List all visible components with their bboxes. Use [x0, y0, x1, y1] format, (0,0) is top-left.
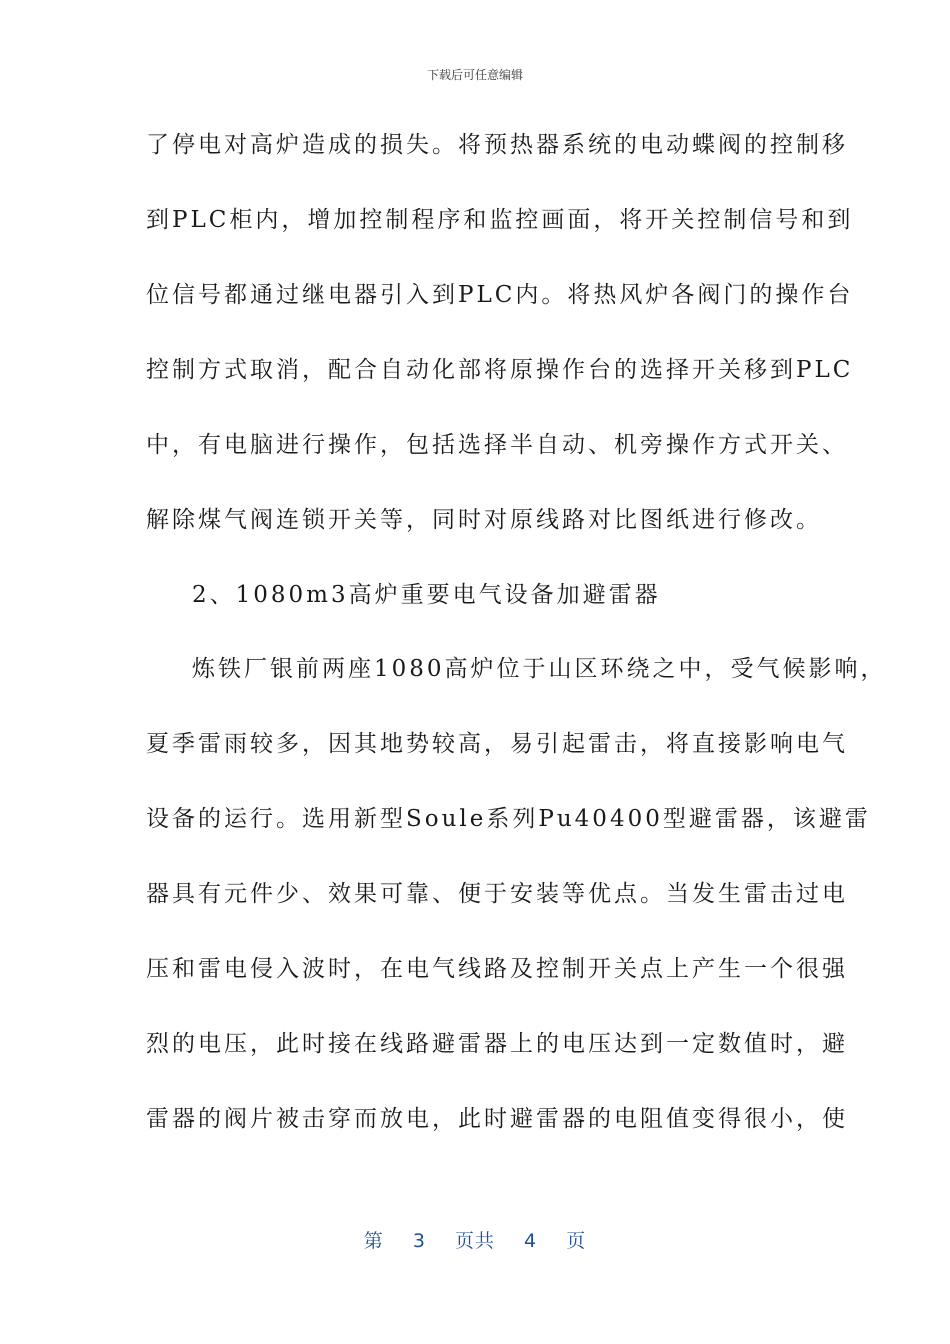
body-line: 位信号都通过继电器引入到PLC内。将热风炉各阀门的操作台 — [146, 282, 854, 308]
footer-suffix: 页 — [566, 1230, 587, 1252]
page-footer — [0, 1226, 950, 1253]
body-line: 中，有电脑进行操作，包括选择半自动、机旁操作方式开关、 — [146, 432, 848, 458]
current-page-number: 3 — [412, 1230, 426, 1252]
body-line: 了停电对高炉造成的损失。将预热器系统的电动蝶阀的控制移 — [146, 132, 848, 158]
body-line: 炼铁厂银前两座1080高炉位于山区环绕之中，受气候影响， — [192, 656, 887, 682]
footer-middle: 页共 — [454, 1230, 495, 1252]
body-line: 控制方式取消，配合自动化部将原操作台的选择开关移到PLC — [146, 357, 854, 383]
body-line: 夏季雷雨较多，因其地势较高，易引起雷击，将直接影响电气 — [146, 731, 848, 757]
header-note: 下载后可任意编辑 — [426, 68, 523, 82]
body-line: 烈的电压，此时接在线路避雷器上的电压达到一定数值时，避 — [146, 1031, 848, 1057]
total-pages-number: 4 — [524, 1230, 538, 1252]
body-line: 到PLC柜内，增加控制程序和监控画面，将开关控制信号和到 — [146, 207, 854, 233]
section-heading: 2、1080m3高炉重要电气设备加避雷器 — [192, 582, 661, 608]
footer-prefix: 第 — [363, 1230, 384, 1252]
body-line: 器具有元件少、效果可靠、便于安装等优点。当发生雷击过电 — [146, 881, 848, 907]
body-line: 雷器的阀片被击穿而放电，此时避雷器的电阻值变得很小，使 — [146, 1106, 848, 1132]
body-line: 设备的运行。选用新型Soule系列Pu40400型避雷器，该避雷 — [146, 806, 871, 832]
body-line: 压和雷电侵入波时，在电气线路及控制开关点上产生一个很强 — [146, 956, 848, 982]
body-line: 解除煤气阀连锁开关等，同时对原线路对比图纸进行修改。 — [146, 507, 822, 533]
